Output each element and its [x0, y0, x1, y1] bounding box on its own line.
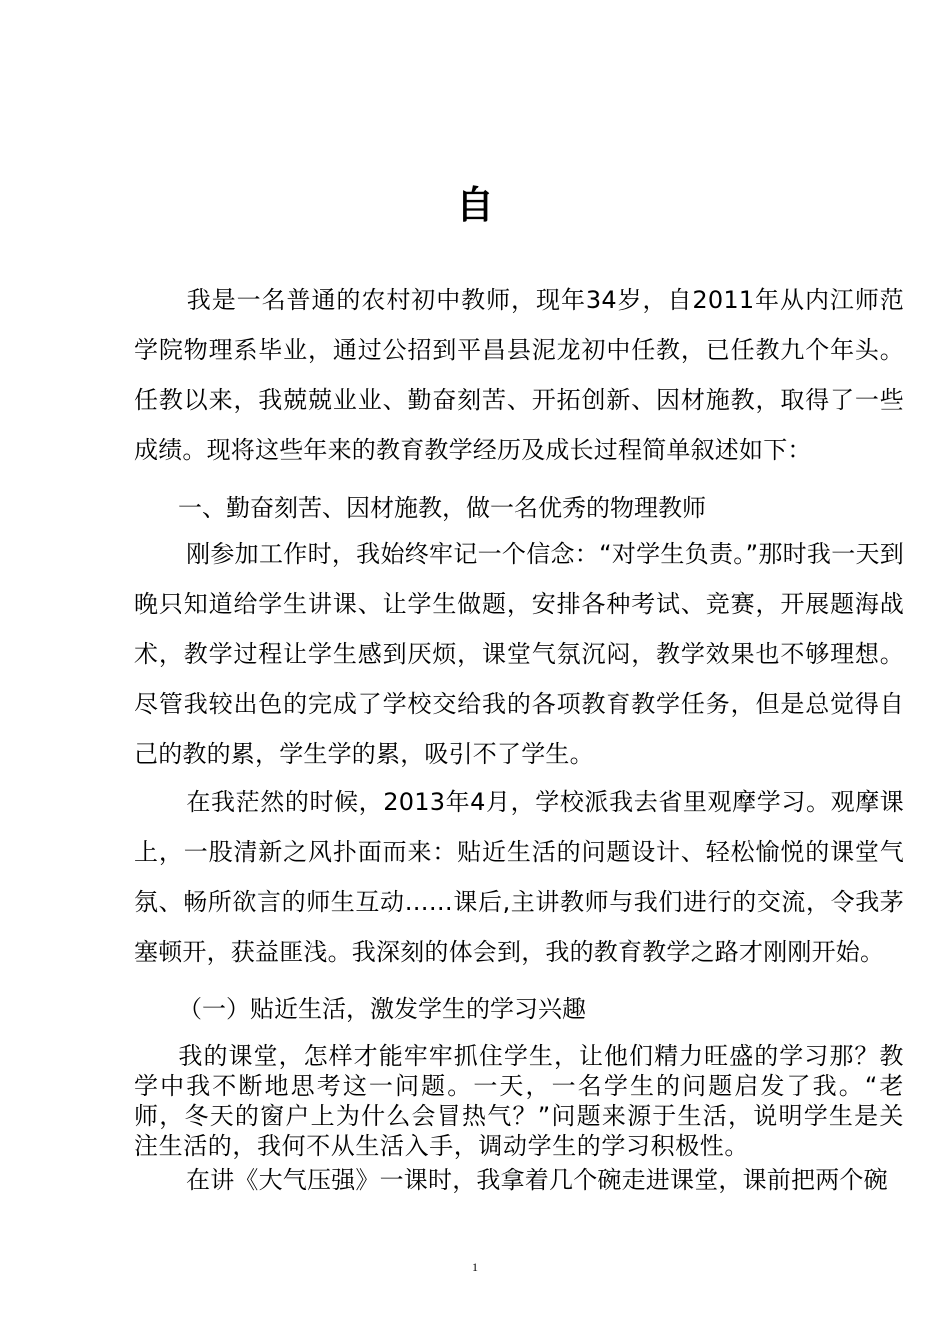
section-heading-1: 一、勤奋刻苦、因材施教，做一名优秀的物理教师: [178, 494, 706, 522]
paragraph-text: 我是一名普通的农村初中教师，现年34岁，自2011年从内江师范学院物理系毕业，通过公招到平昌县泥龙初中任教，已任教九个年头。任教以来，我兢兢业业、勤奋刻苦、开拓创新、因材施教，取得了一些成绩。现将这些年来的教育教学经历及成长过程简单叙述如下：: [134, 286, 904, 464]
paragraph-5: [134, 1155, 904, 1205]
paragraph-text: 在我茫然的时候，2013年4月，学校派我去省里观摩学习。观摩课上，一股清新之风扑面而来：贴近生活的问题设计、轻松愉悦的课堂气氛、畅所欲言的师生互动……课后,主讲教师与我们进行的交流，令我茅塞顿开，获益匪浅。我深刻的体会到，我的教育教学之路才刚刚开始。: [134, 788, 904, 966]
paragraph-intro: [134, 275, 904, 475]
paragraph-2: [134, 529, 904, 779]
paragraph-text: 刚参加工作时，我始终牢记一个信念：“对学生负责。”那时我一天到晚只知道给学生讲课、让学生做题，安排各种考试、竞赛，开展题海战术，教学过程让学生感到厌烦，课堂气氛沉闷，教学效果也不够理想。尽管我较出色的完成了学校交给我的各项教育教学任务，但是总觉得自己的教的累，学生学的累，吸引不了学生。: [134, 540, 904, 768]
paragraph-text: 我的课堂，怎样才能牢牢抓住学生，让他们精力旺盛的学习那？教学中我不断地思考这一问题。一天，一名学生的问题启发了我。“老师，冬天的窗户上为什么会冒热气？”问题来源于生活，说明学生是关注生活的，我何不从生活入手，调动学生的学习积极性。: [134, 1042, 904, 1160]
subsection-heading-1: （一）贴近生活，激发学生的学习兴趣: [178, 995, 586, 1023]
paragraph-4: [134, 1041, 904, 1161]
paragraph-text: 在讲《大气压强》一课时，我拿着几个碗走进课堂，课前把两个碗: [186, 1166, 888, 1194]
document-title: 自: [455, 183, 494, 227]
paragraph-3: [134, 777, 904, 977]
page-number: 1: [472, 1260, 478, 1274]
